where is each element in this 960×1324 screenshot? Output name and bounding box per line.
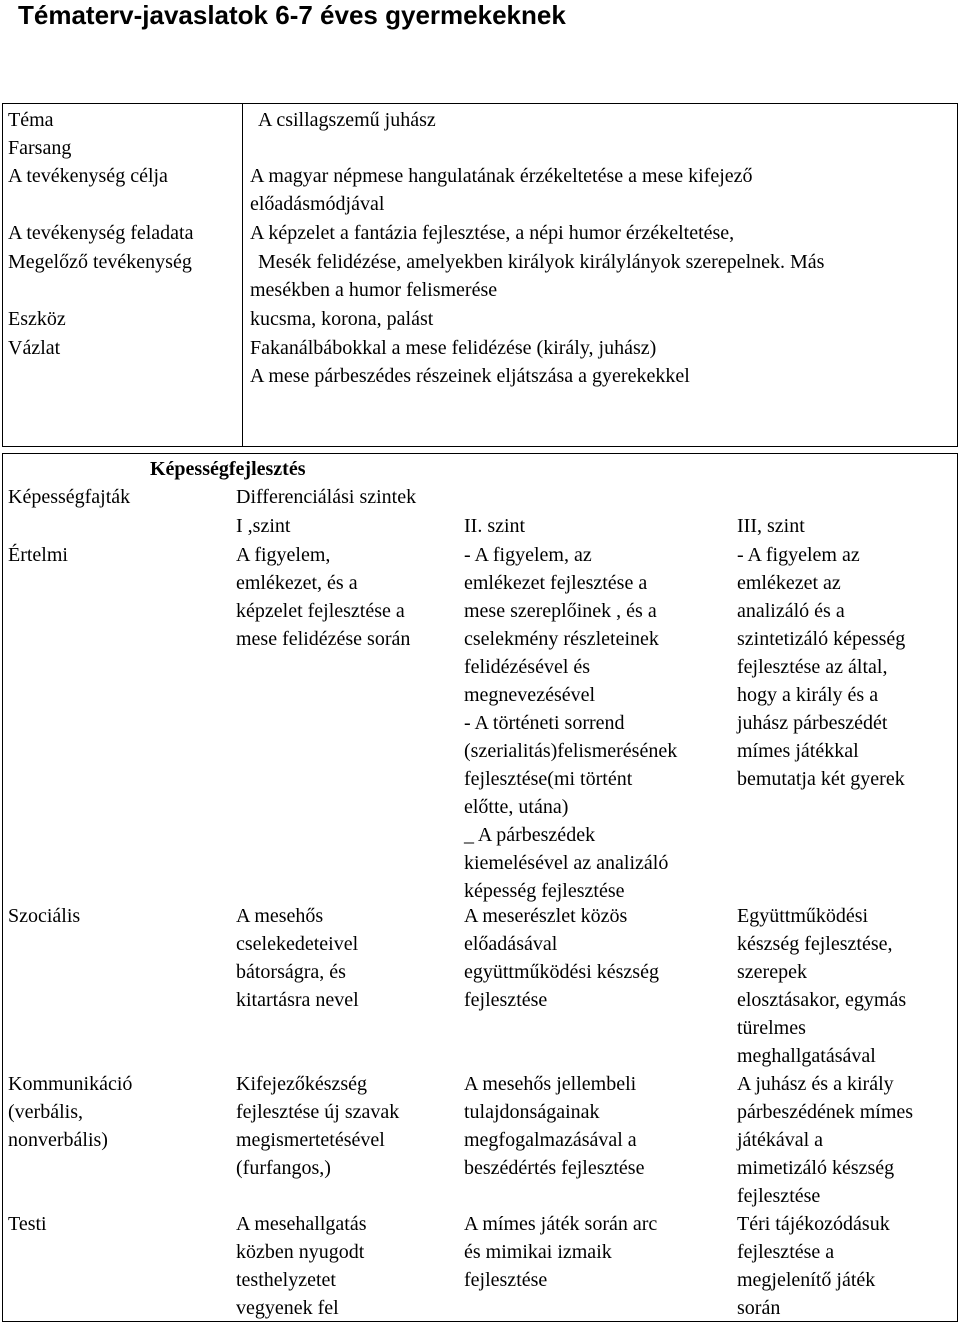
- theme-label: Téma: [8, 109, 54, 131]
- task-value: A képzelet a fantázia fejlesztése, a népi humor érzékeltetése,: [250, 222, 735, 244]
- goal-value-line-2: előadásmódjával: [250, 193, 385, 215]
- skills-table-left-border: [2, 453, 3, 1322]
- social-level-2-cell: A meserészlet közös előadásával együttműködési készség fejlesztése: [464, 905, 659, 1011]
- plan-table-top-border: [2, 103, 958, 104]
- level-2-header: II. szint: [464, 515, 526, 537]
- plan-table-bottom-border: [2, 446, 958, 447]
- intellectual-level-2-cell: - A figyelem, az emlékezet fejlesztése a mese szereplőinek , és a cselekmény részleteinek felidézésével és megnevezésével - A történeti sorrend (szerialitás)felismerésének fejlesztése(mi történt előtte, utána) _ A párbeszédek kiemelésével az analizáló képesség fejlesztése: [464, 544, 678, 902]
- tools-label: Eszköz: [8, 308, 66, 330]
- page-title: Tématerv-javaslatok 6-7 éves gyermekeknek: [18, 0, 566, 30]
- row-label-social: Szociális: [8, 905, 81, 927]
- skills-heading: Képességfejlesztés: [150, 458, 306, 480]
- theme-value: A csillagszemű juhász: [258, 109, 436, 131]
- outline-label: Vázlat: [8, 337, 61, 359]
- task-label: A tevékenység feladata: [8, 222, 194, 244]
- social-level-1-cell: A mesehős cselekedeteivel bátorságra, és kitartásra nevel: [236, 905, 359, 1011]
- physical-level-3-cell: Téri tájékozódásuk fejlesztése a megjelenítő játék során: [737, 1213, 890, 1319]
- intellectual-level-1-cell: A figyelem, emlékezet, és a képzelet fejlesztése a mese felidézése során: [236, 544, 411, 650]
- row-label-physical: Testi: [8, 1213, 47, 1235]
- prior-activity-value-line-1: Mesék felidézése, amelyekben királyok királylányok szerepelnek. Más: [258, 251, 825, 273]
- differentiation-levels-header: Differenciálási szintek: [236, 486, 417, 508]
- prior-activity-value-line-2: mesékben a humor felismerése: [250, 279, 498, 301]
- row-label-intellectual: Értelmi: [8, 544, 68, 566]
- communication-level-1-cell: Kifejezőkészség fejlesztése új szavak megismertetésével (furfangos,): [236, 1073, 400, 1179]
- communication-level-2-cell: A mesehős jellembeli tulajdonságainak megfogalmazásával a beszédértés fejlesztése: [464, 1073, 645, 1179]
- plan-table-column-divider: [242, 103, 243, 447]
- tools-value: kucsma, korona, palást: [250, 308, 434, 330]
- outline-value-line-1: Fakanálbábokkal a mese felidézése (király, juhász): [250, 337, 657, 359]
- communication-level-3-cell: A juhász és a király párbeszédének mímes játékával a mimetizáló készség fejlesztése: [737, 1073, 914, 1207]
- row-label-communication: Kommunikáció (verbális, nonverbális): [8, 1073, 133, 1151]
- intellectual-level-3-cell: - A figyelem az emlékezet az analizáló és a szintetizáló képesség fejlesztése az által, hogy a király és a juhász párbeszédét mímes játékkal bemutatja két gyerek: [737, 544, 906, 790]
- plan-table-left-border: [2, 103, 3, 447]
- physical-level-1-cell: A mesehallgatás közben nyugodt testhelyzetet vegyenek fel: [236, 1213, 367, 1319]
- outline-value-line-2: A mese párbeszédes részeinek eljátszása a gyerekekkel: [250, 365, 690, 387]
- goal-label: A tevékenység célja: [8, 165, 168, 187]
- prior-activity-label: Megelőző tevékenység: [8, 251, 192, 273]
- physical-level-2-cell: A mímes játék során arc és mimikai izmaik fejlesztése: [464, 1213, 658, 1291]
- level-1-header: I ,szint: [236, 515, 291, 537]
- skills-table-top-border: [2, 453, 958, 454]
- skills-table-right-border: [957, 453, 958, 1322]
- carnival-label: Farsang: [8, 137, 72, 159]
- plan-table-right-border: [957, 103, 958, 447]
- skill-types-header: Képességfajták: [8, 486, 131, 508]
- level-3-header: III, szint: [737, 515, 805, 537]
- goal-value-line-1: A magyar népmese hangulatának érzékeltetése a mese kifejező: [250, 165, 753, 187]
- social-level-3-cell: Együttműködési készség fejlesztése, szerepek elosztásakor, egymás türelmes meghallgatásával: [737, 905, 907, 1067]
